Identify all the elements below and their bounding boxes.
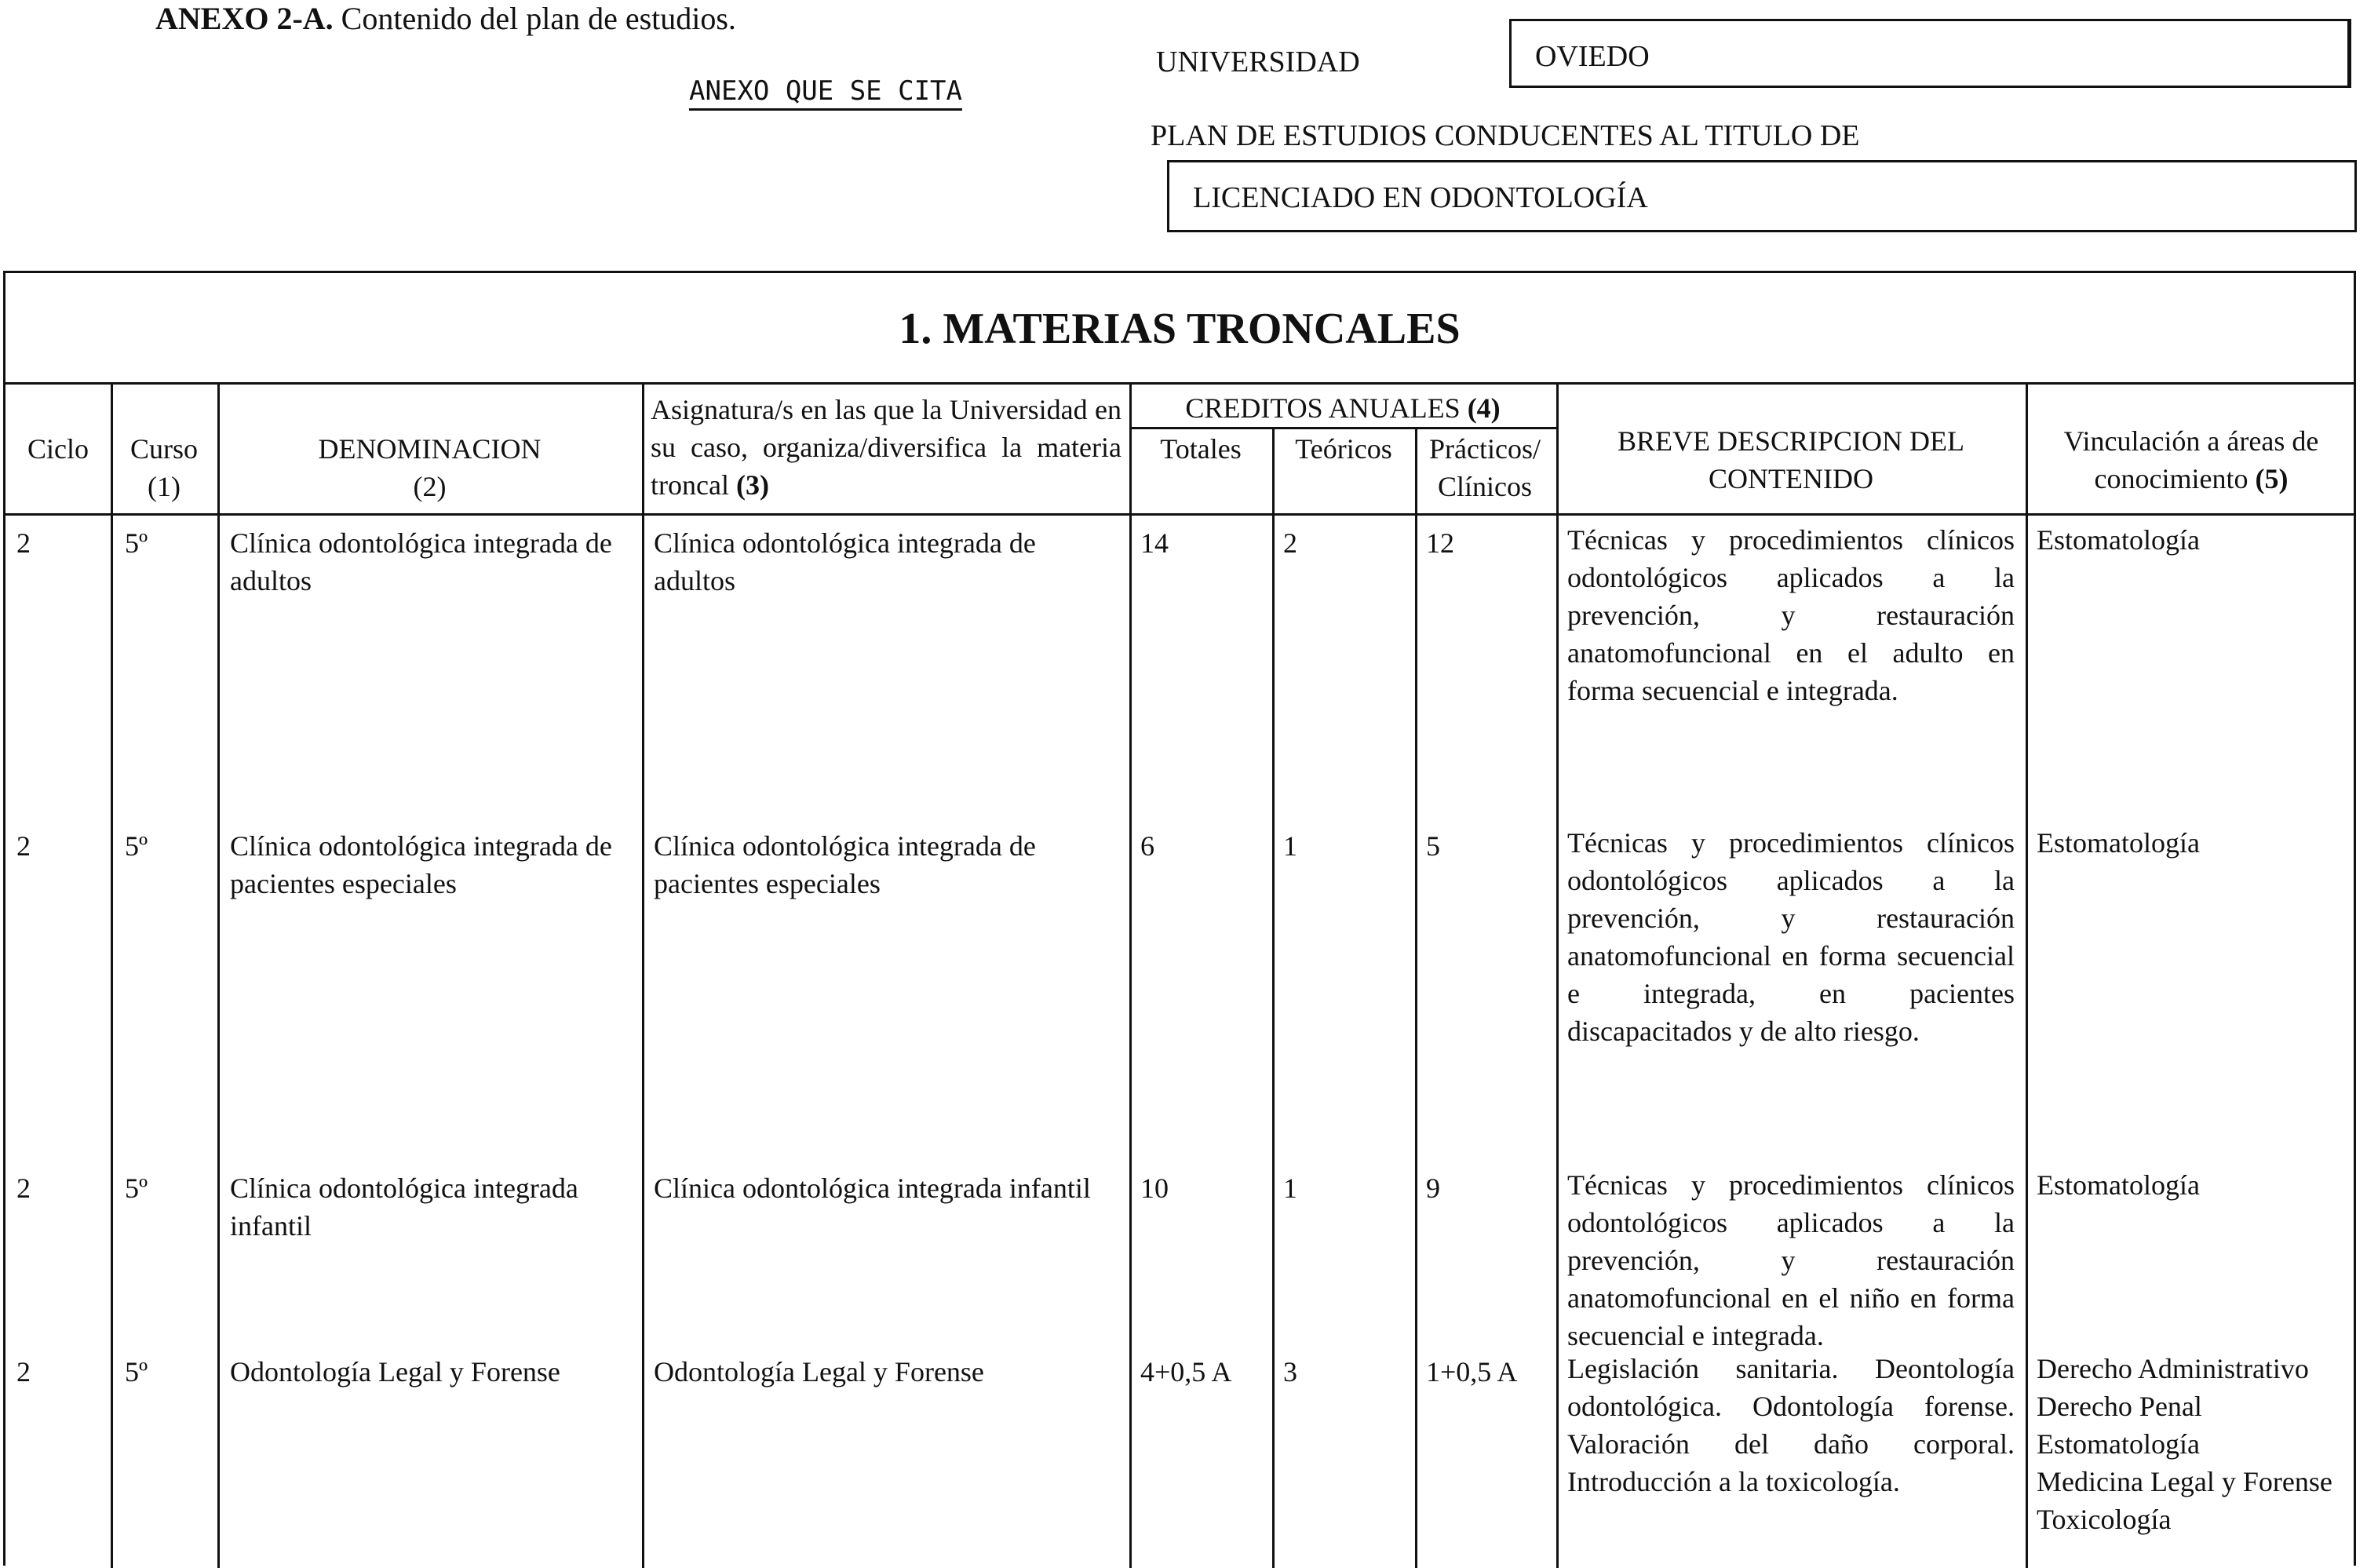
row3-curso: 5º [125, 1172, 148, 1204]
annex-cited-stamp: ANEXO QUE SE CITA [689, 75, 962, 111]
col-divider [111, 385, 113, 1568]
col-header-creditos: CREDITOS ANUALES (4) [1185, 392, 1501, 424]
col-divider [642, 385, 644, 1568]
area-item: Derecho Administrativo [2037, 1353, 2309, 1384]
col-header-totales: Totales [1160, 433, 1242, 465]
row3-denominacion: Clínica odontológica integrada infantil [230, 1172, 578, 1242]
row2-ciclo: 2 [16, 830, 31, 862]
row3-ciclo: 2 [16, 1172, 31, 1204]
degree-field: LICENCIADO EN ODONTOLOGÍA [1167, 160, 2357, 232]
row4-totales: 4+0,5 A [1140, 1356, 1232, 1387]
row4-descripcion: Legislación sanitaria. Deontología odontológica. Odontología forense. Valoración del daño corporal. Introducción a la toxicología. [1567, 1353, 2015, 1497]
row2-denominacion: Clínica odontológica integrada de pacientes especiales [230, 830, 612, 899]
credits-subheader-rule [1129, 427, 1556, 429]
row4-vinculacion [2037, 1350, 2332, 1538]
area-item: Derecho Penal [2037, 1391, 2202, 1422]
header-bottom-rule [5, 513, 2354, 516]
university-field: OVIEDO [1509, 19, 2351, 88]
area-item: Toxicología [2037, 1504, 2172, 1535]
row3-asignatura: Clínica odontológica integrada infantil [654, 1172, 1091, 1204]
col-header-denominacion: DENOMINACION (2) [318, 433, 542, 502]
row4-practicos: 1+0,5 A [1426, 1356, 1518, 1387]
area-item: Estomatología [2037, 1428, 2200, 1460]
row1-totales: 14 [1140, 527, 1169, 559]
row4-asignatura: Odontología Legal y Forense [654, 1356, 984, 1387]
col-divider [2026, 385, 2028, 1568]
row2-practicos: 5 [1426, 830, 1440, 862]
col-divider [1415, 427, 1417, 1568]
row1-denominacion: Clínica odontológica integrada de adultos [230, 527, 612, 596]
area-item: Medicina Legal y Forense [2037, 1466, 2332, 1497]
col-divider [1556, 385, 1559, 1568]
row3-vinculacion: Estomatología [2037, 1169, 2200, 1201]
row4-ciclo: 2 [16, 1356, 31, 1387]
col-header-curso: Curso (1) [129, 433, 198, 502]
row3-teoricos: 1 [1283, 1172, 1297, 1204]
row1-ciclo: 2 [16, 527, 31, 559]
col-header-teoricos: Teóricos [1295, 433, 1392, 465]
col-divider [1129, 385, 1132, 1568]
row1-practicos: 12 [1426, 527, 1454, 559]
row1-vinculacion: Estomatología [2037, 524, 2200, 556]
col-header-practicos: Prácticos/ Clínicos [1429, 433, 1541, 502]
col-header-asignatura: Asignatura/s en las que la Universidad en su caso, organiza/diversifica la materia troncal (3) [651, 394, 1121, 501]
section-title: 1. MATERIAS TRONCALES [5, 273, 2354, 385]
row1-curso: 5º [125, 527, 148, 559]
row1-asignatura: Clínica odontológica integrada de adultos [654, 527, 1036, 596]
col-divider [1272, 427, 1275, 1568]
plan-label: PLAN DE ESTUDIOS CONDUCENTES AL TITULO DE [1151, 119, 1860, 152]
row2-asignatura: Clínica odontológica integrada de pacientes especiales [654, 830, 1036, 899]
row2-descripcion: Técnicas y procedimientos clínicos odontológicos aplicados a la prevención, y restauración anatomofuncional en forma secuencial e integrada, en pacientes discapacitados y de alto riesgo. [1567, 827, 2015, 1047]
row3-descripcion: Técnicas y procedimientos clínicos odontológicos aplicados a la prevención, y restauración anatomofuncional en el niño en forma secuencial e integrada. [1567, 1169, 2015, 1351]
row3-practicos: 9 [1426, 1172, 1440, 1204]
row2-teoricos: 1 [1283, 830, 1297, 862]
row4-denominacion: Odontología Legal y Forense [230, 1356, 560, 1387]
annex-label: ANEXO 2-A. [155, 1, 334, 36]
row4-curso: 5º [125, 1356, 148, 1387]
row1-descripcion: Técnicas y procedimientos clínicos odontológicos aplicados a la prevención, y restauración anatomofuncional en el adulto en forma secuencial e integrada. [1567, 524, 2015, 706]
row2-curso: 5º [125, 830, 148, 862]
university-label: UNIVERSIDAD [1156, 46, 1360, 78]
col-header-ciclo: Ciclo [27, 433, 89, 465]
row2-totales: 6 [1140, 830, 1154, 862]
subjects-table [3, 271, 2356, 1566]
row4-teoricos: 3 [1283, 1356, 1297, 1387]
annex-description: Contenido del plan de estudios. [341, 1, 736, 36]
row1-teoricos: 2 [1283, 527, 1297, 559]
row2-vinculacion: Estomatología [2037, 827, 2200, 859]
col-divider [217, 385, 220, 1568]
annex-heading [155, 0, 736, 38]
col-header-vinculacion: Vinculación a áreas de conocimiento (5) [2063, 425, 2319, 494]
col-header-descripcion: BREVE DESCRIPCION DEL CONTENIDO [1617, 425, 1965, 494]
row3-totales: 10 [1140, 1172, 1169, 1204]
